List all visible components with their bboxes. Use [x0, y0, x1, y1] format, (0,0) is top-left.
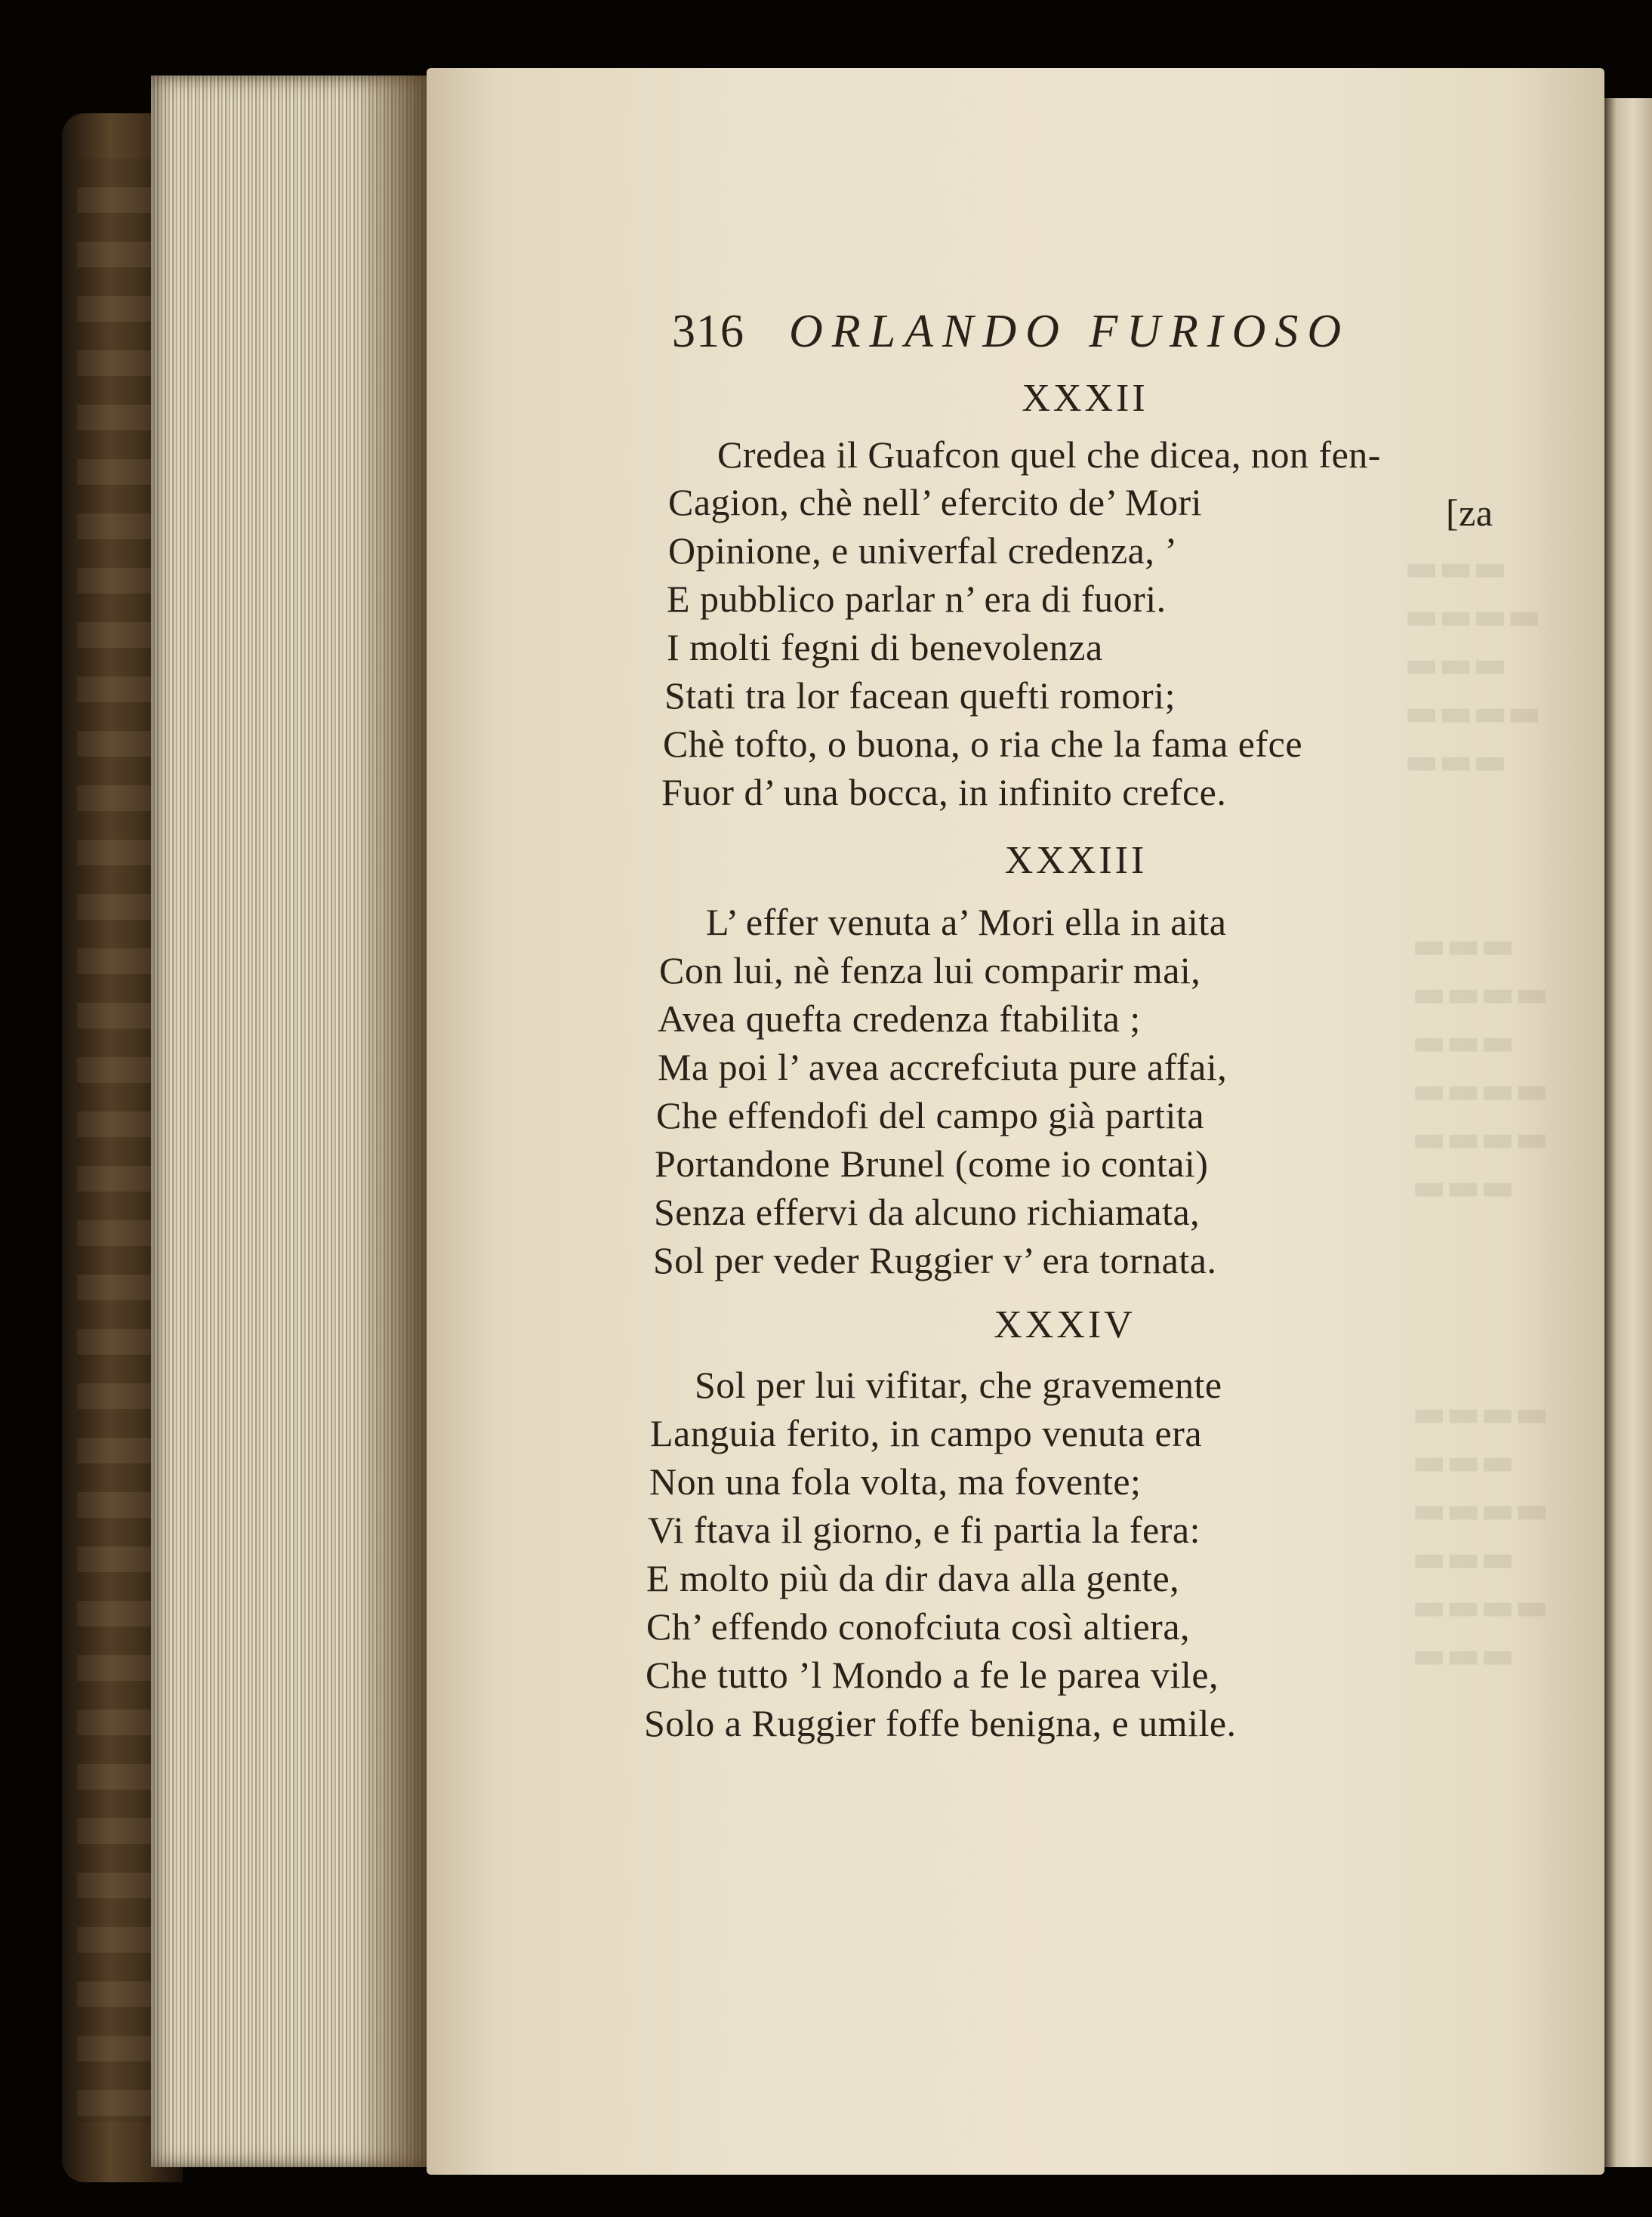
verse-line: L’ effer venuta a’ Mori ella in aita: [706, 901, 1227, 943]
verse-line: Ma poi l’ avea accrefciuta pure affai,: [658, 1046, 1228, 1088]
page-number: 316: [672, 306, 744, 357]
stanza-numeral: XXXIII: [1004, 839, 1148, 882]
verse-line: Credea il Guafcon quel che dicea, non fen-: [717, 433, 1381, 476]
verse-line: Portandone Brunel (come io contai): [655, 1142, 1209, 1185]
bleed-through-texture: ▬▬▬ ▬▬▬▬ ▬▬▬ ▬▬▬▬ ▬▬▬: [1404, 547, 1542, 782]
verse-line: Opinione, e univerfal credenza, ’: [668, 529, 1178, 572]
stanza-turnover: [za: [1446, 492, 1493, 534]
verse-line: Cagion, chè nell’ efercito de’ Mori: [668, 481, 1203, 523]
verse-line: E molto più da dir dava alla gente,: [646, 1557, 1180, 1599]
verse-line: Stati tra lor facean quefti romori;: [664, 674, 1176, 717]
verse-line: Vi ftava il giorno, e fi partia la fera:: [648, 1509, 1200, 1551]
verse-line: Languia ferito, in campo venuta era: [650, 1412, 1203, 1454]
verse-line: Ch’ effendo conofciuta così altiera,: [646, 1605, 1191, 1648]
verse-line: E pubblico parlar n’ era di fuori.: [667, 578, 1167, 620]
running-title: ORLANDO FURIOSO: [789, 306, 1351, 357]
verse-line: Con lui, nè fenza lui comparir mai,: [659, 949, 1201, 991]
verse-line: Avea quefta credenza ftabilita ;: [658, 997, 1141, 1040]
bleed-through-texture: ▬▬▬ ▬▬▬▬ ▬▬▬ ▬▬▬▬ ▬▬▬▬ ▬▬▬: [1412, 924, 1549, 1208]
verse-line: Chè tofto, o buona, o ria che la fama efce: [663, 723, 1303, 765]
verse-line: Fuor d’ una bocca, in infinito crefce.: [661, 771, 1227, 813]
verse-line: Sol per veder Ruggier v’ era tornata.: [653, 1239, 1217, 1281]
facing-page-edge: [1604, 98, 1652, 2167]
verse-line: Che effendofi del campo già partita: [656, 1094, 1205, 1136]
bleed-through-texture: ▬▬▬▬ ▬▬▬ ▬▬▬▬ ▬▬▬ ▬▬▬▬ ▬▬▬: [1412, 1392, 1549, 1676]
stanza-numeral: XXXIV: [994, 1303, 1136, 1346]
verse-line: I molti fegni di benevolenza: [667, 626, 1103, 668]
verse-line: Senza effervi da alcuno richiamata,: [654, 1191, 1200, 1233]
verse-line: Che tutto ’l Mondo a fe le parea vile,: [646, 1654, 1219, 1696]
stanza-numeral: XXXII: [1022, 377, 1148, 420]
verse-line: Non una fola volta, ma fovente;: [649, 1460, 1142, 1503]
verse-line: Solo a Ruggier foffe benigna, e umile.: [644, 1702, 1237, 1744]
page-gutter-shadow: [355, 76, 438, 2167]
verse-line: Sol per lui vifitar, che gravemente: [695, 1364, 1222, 1406]
